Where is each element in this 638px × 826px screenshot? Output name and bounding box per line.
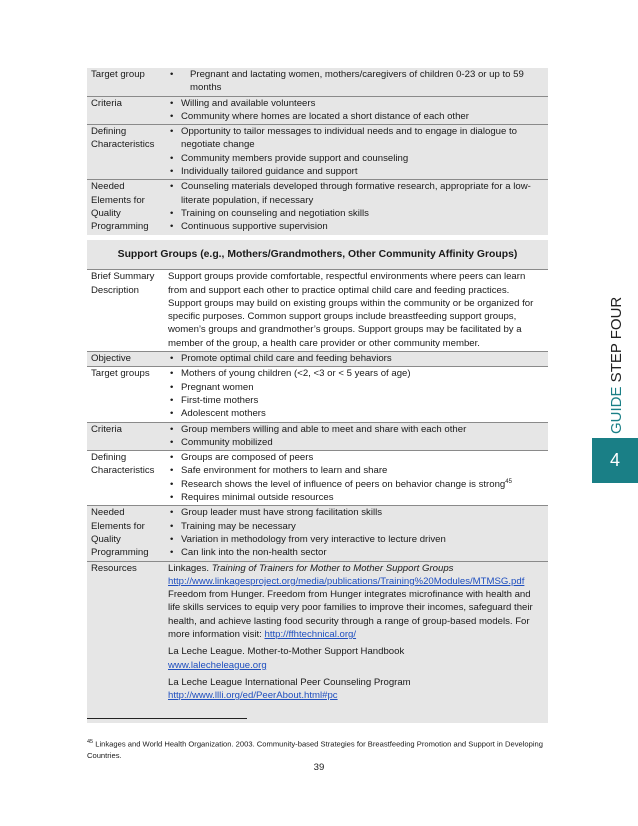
resource-title: Training of Trainers for Mother to Mother Support Groups bbox=[211, 562, 454, 574]
list-item: • Training on counseling and negotiation skills bbox=[168, 207, 545, 220]
row-label: Objective bbox=[87, 352, 164, 367]
list-item: • Variation in methodology from very interactive to lecture driven bbox=[168, 533, 545, 546]
list-item: • Group members willing and able to meet and share with each other bbox=[168, 423, 545, 436]
table-row bbox=[87, 422, 548, 451]
list-item: • Individually tailored guidance and support bbox=[168, 165, 545, 178]
resource-link[interactable]: http://www.llli.org/ed/PeerAbout.html#pc bbox=[168, 690, 338, 702]
list-item: • Research shows the level of influence of peers on behavior change is strong$^{45}$ bbox=[168, 478, 545, 491]
resources-content: Linkages. Training of Trainers for Mother to Mother Support Groups http://www.linkagesproject.org/media/publications/Training%20Modules/MTMSG.pdf Freedom from Hunger. Freedom from Hunger integrates microfinance with health and life skills services to equip very poor families to improve their incomes, safeguard their health, and achieve lasting food security through a range of group-based models. For more information visit: http://ffhtechnical.org/ La Leche League. Mother-to-Mother Support Handbook www.lalecheleague.org La Leche League International Peer Counseling Program http://www.llli.org/ed/PeerAbout.html#pc bbox=[164, 561, 548, 722]
list-item: • Group leader must have strong facilitation skills bbox=[168, 506, 545, 519]
list-item: • Pregnant women bbox=[168, 381, 545, 394]
row-label: Criteria bbox=[87, 96, 164, 125]
table-row bbox=[87, 506, 548, 561]
list-item: • Community mobilized bbox=[168, 436, 545, 449]
list-item: • Pregnant and lactating women, mothers/caregivers of children 0-23 or up to 59 months bbox=[168, 68, 545, 95]
list-item: • Willing and available volunteers bbox=[168, 97, 545, 110]
list-item: • First-time mothers bbox=[168, 394, 545, 407]
table-row bbox=[87, 96, 548, 125]
list-item: • Can link into the non-health sector bbox=[168, 546, 545, 559]
row-content bbox=[164, 180, 548, 235]
list-item: • Requires minimal outside resources bbox=[168, 491, 545, 504]
row-label: Defining Characteristics bbox=[87, 451, 164, 506]
table-row bbox=[87, 68, 548, 96]
table-row bbox=[87, 367, 548, 422]
chapter-side-tab bbox=[592, 248, 638, 480]
community-counseling-table bbox=[87, 68, 548, 235]
resource-link[interactable]: http://ffhtechnical.org/ bbox=[264, 629, 357, 641]
row-content bbox=[164, 125, 548, 180]
row-label: Brief Summary Description bbox=[87, 270, 164, 352]
guide-step-label bbox=[592, 248, 638, 438]
list-item: • Groups are composed of peers bbox=[168, 451, 545, 464]
table-row bbox=[87, 451, 548, 506]
list-item: • Counseling materials developed through formative research, appropriate for a low-literate population, if necessary bbox=[168, 180, 545, 207]
table-row bbox=[87, 352, 548, 367]
list-item: • Community where homes are located a short distance of each other bbox=[168, 110, 545, 123]
row-label: Resources bbox=[87, 561, 164, 722]
footnote: $^{45}$ Linkages and World Health Organization. 2003. Community-based Strategies for Breastfeeding Promotion and Support in Developing Countries. bbox=[87, 739, 543, 760]
row-label: Needed Elements for Quality Programming bbox=[87, 506, 164, 561]
table-row bbox=[87, 125, 548, 180]
table-title: Support Groups (e.g., Mothers/Grandmothers, Other Community Affinity Groups) bbox=[87, 240, 548, 270]
resource-link[interactable]: http://www.linkagesproject.org/media/publications/Training%20Modules/MTMSG.pdf bbox=[168, 575, 525, 587]
summary-text: Support groups provide comfortable, respectful environments where peers can learn from and support each other to practice optimal child care and feeding practices. Support groups may build on existing groups within the community or be organized for specific purposes. Common support groups include breastfeeding support groups, women’s groups and grandmother’s groups. Support groups may be facilitated by a member of the group, a health care provider or other community member. bbox=[164, 270, 548, 352]
list-item: • Opportunity to tailor messages to individual needs and to engage in dialogue to negotiate change bbox=[168, 125, 545, 152]
support-groups-table bbox=[87, 240, 548, 723]
list-item: • Safe environment for mothers to learn and share bbox=[168, 464, 545, 477]
footnote-ref: 45 bbox=[505, 478, 512, 485]
list-item: • Training may be necessary bbox=[168, 520, 545, 533]
page-number: 39 bbox=[313, 762, 325, 773]
table-header bbox=[87, 240, 548, 270]
row-label: Target groups bbox=[87, 367, 164, 422]
row-content bbox=[164, 68, 548, 96]
step-number-badge: 4 bbox=[592, 438, 638, 483]
table-row bbox=[87, 180, 548, 235]
list-item: • Mothers of young children (<2, <3 or < 5 years of age) bbox=[168, 367, 545, 380]
list-item: • Adolescent mothers bbox=[168, 407, 545, 420]
svg-text:GUIDE STEP FOUR: GUIDE STEP FOUR bbox=[608, 296, 625, 434]
row-label: Criteria bbox=[87, 422, 164, 451]
list-item: • Community members provide support and counseling bbox=[168, 152, 545, 165]
row-label: Defining Characteristics bbox=[87, 125, 164, 180]
row-label: Needed Elements for Quality Programming bbox=[87, 180, 164, 235]
row-content bbox=[164, 96, 548, 125]
list-item: • Promote optimal child care and feeding behaviors bbox=[168, 352, 545, 365]
table-row bbox=[87, 270, 548, 352]
row-label: Target group bbox=[87, 68, 164, 96]
footnote-divider bbox=[87, 718, 247, 719]
resource-link[interactable]: www.lalecheleague.org bbox=[168, 659, 267, 671]
list-item: • Continuous supportive supervision bbox=[168, 220, 545, 233]
table-row bbox=[87, 561, 548, 722]
